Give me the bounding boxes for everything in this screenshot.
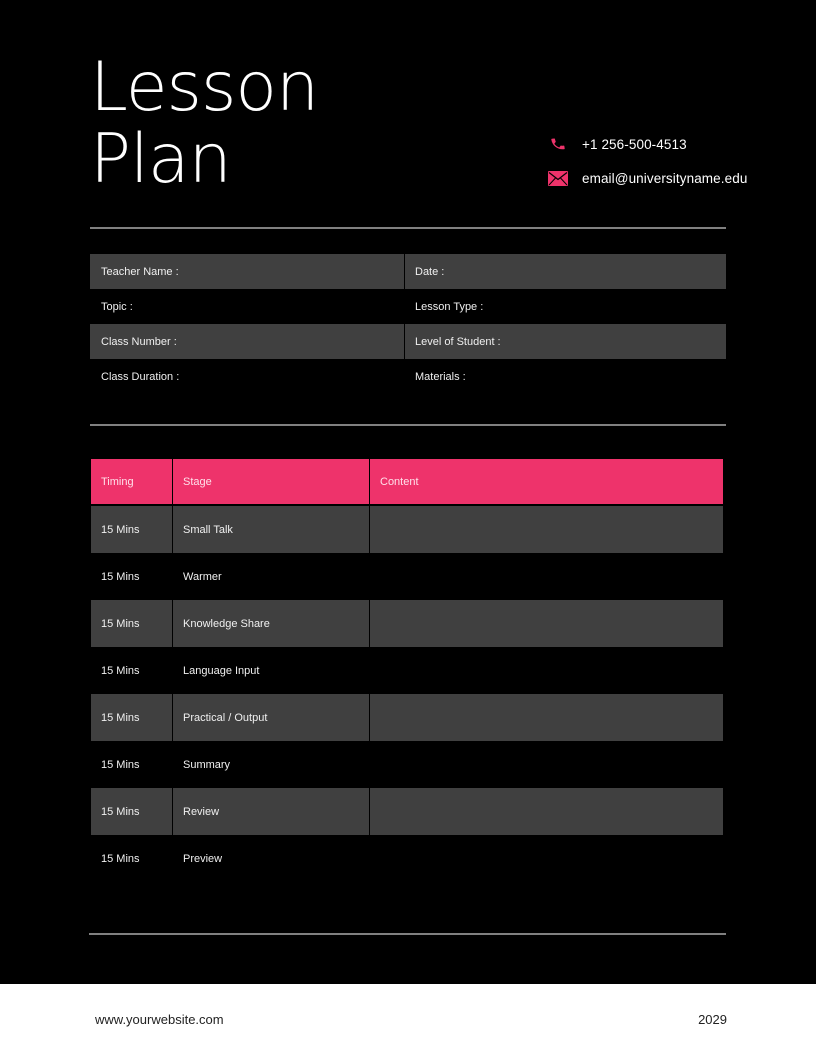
table-row [91,506,723,553]
stage-cell: Practical / Output [173,694,369,741]
table-row [91,835,723,882]
timing-cell: 15 Mins [91,600,172,647]
title-line-1: Lesson [90,48,319,127]
content-cell[interactable] [370,647,723,694]
content-cell[interactable] [370,600,723,647]
timing-cell: 15 Mins [101,852,140,865]
info-row [90,359,726,394]
contact-block [548,133,747,201]
timing-cell: 15 Mins [101,570,140,583]
teacher-name-field[interactable]: Teacher Name : [90,254,404,289]
table-row [91,600,723,647]
contact-phone [548,133,747,155]
info-row [90,254,726,289]
topic-field[interactable]: Topic : [101,300,133,313]
content-cell[interactable] [370,741,723,788]
lesson-info-table [90,254,726,394]
footer-year: 2029 [698,1012,727,1027]
table-row [91,553,723,600]
stage-cell: Preview [183,852,223,865]
timing-cell: 15 Mins [91,788,172,835]
date-field[interactable]: Date : [405,254,726,289]
header-stage: Stage [173,459,369,504]
content-cell[interactable] [370,788,723,835]
footer [0,984,816,1056]
schedule-table [91,459,723,882]
table-row [91,741,723,788]
title-line-2: Plan [90,120,231,199]
website-link[interactable]: www.yourwebsite.com [95,1012,224,1027]
table-row [91,694,723,741]
phone-icon [548,135,568,153]
table-row [91,788,723,835]
header-content: Content [370,459,723,504]
lesson-type-field[interactable]: Lesson Type : [415,300,484,313]
class-duration-field[interactable]: Class Duration : [101,370,180,383]
stage-cell: Language Input [183,664,260,677]
info-row [90,289,726,324]
mail-icon [548,169,568,187]
page-title [90,48,319,199]
materials-field[interactable]: Materials : [415,370,466,383]
header-timing: Timing [91,459,172,504]
content-cell[interactable] [370,506,723,553]
table-row [91,647,723,694]
stage-cell: Review [173,788,369,835]
timing-cell: 15 Mins [91,506,172,553]
divider-bottom [89,933,726,935]
stage-cell: Warmer [183,570,222,583]
phone-number: +1 256-500-4513 [582,136,687,152]
divider-middle [90,424,726,426]
stage-cell: Knowledge Share [173,600,369,647]
email-address: email@universityname.edu [582,170,748,186]
divider-top [90,227,726,229]
timing-cell: 15 Mins [101,664,140,677]
timing-cell: 15 Mins [101,758,140,771]
content-cell[interactable] [370,694,723,741]
info-row [90,324,726,359]
content-cell[interactable] [370,835,723,882]
class-number-field[interactable]: Class Number : [90,324,404,359]
level-of-student-field[interactable]: Level of Student : [405,324,726,359]
content-cell[interactable] [370,553,723,600]
stage-cell: Small Talk [173,506,369,553]
stage-cell: Summary [183,758,231,771]
contact-email [548,167,747,189]
timing-cell: 15 Mins [91,694,172,741]
schedule-header-row [91,459,723,504]
